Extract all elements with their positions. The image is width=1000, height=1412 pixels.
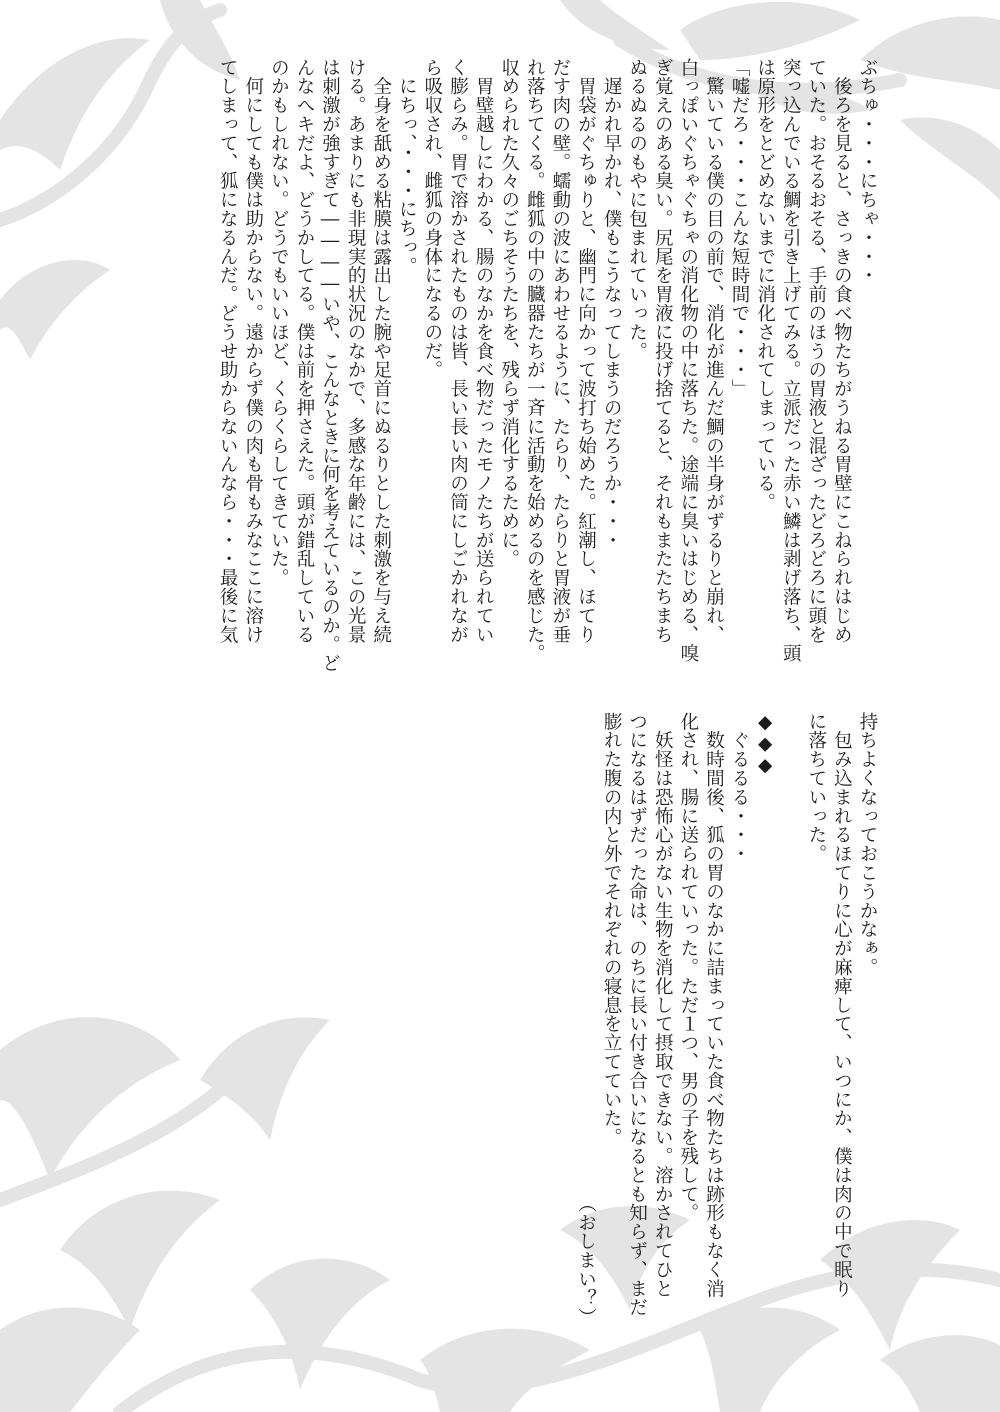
text-line: 数時間後、狐の胃のなかに詰まっていた食べ物たちは跡形もなく消 bbox=[703, 712, 725, 1298]
text-line: 胃袋がぐちゅりと、幽門に向かって波打ち始めた。紅潮し、ほてり bbox=[575, 58, 597, 644]
text-line: ぶちゅ・・・にちゃ・・・ bbox=[857, 58, 878, 285]
text-line: つになるはずだった命は、のちに長い付き合いになるとも知らず、まだ bbox=[626, 712, 648, 1317]
text-line: 膨れた腹の内と外でそれぞれの寝息を立てていた。 bbox=[601, 712, 623, 1147]
text-line: は刺激が強すぎて――――いや、こんなときに何を考えているのか。ど bbox=[319, 58, 341, 673]
text-line: んなへキだよ、どうかしてる。僕は前を押さえた。頭が錯乱している bbox=[293, 58, 315, 644]
text-line: 驚いている僕の目の前で、消化が進んだ鯛の半身がずるりと崩れ、 bbox=[703, 58, 725, 644]
text-line: ◆◆◆ bbox=[754, 712, 776, 777]
text-line: 全身を舐める粘膜は露出した腕や足首にぬるりとした刺激を与え続 bbox=[370, 58, 392, 644]
text-line: 包み込まれるほてりに心が麻痺して、いつにか、僕は肉の中で眠り bbox=[831, 712, 853, 1298]
story-text-lower bbox=[573, 712, 880, 1352]
text-line: ぎ覚えのある臭い。尻尾を胃液に投げ捨てると、それもまたたちまち bbox=[652, 58, 674, 644]
text-line: く膨らみ。胃で溶かされたものは皆、長い長い肉の筒にしごかれなが bbox=[447, 58, 469, 644]
text-line: だす肉の壁。蠕動の波にあわせるように、たらり、たらりと胃液が垂 bbox=[549, 58, 571, 644]
text-line: 化され、腸に送られていった。ただ１つ、男の子を残して。 bbox=[677, 712, 699, 1223]
text-line: 遅かれ早かれ、僕もこうなってしまうのだろうか・・・ bbox=[601, 58, 623, 550]
text-line: 胃壁越しにわかる、腸のなかを食べ物だったモノたちが送られてい bbox=[473, 58, 495, 644]
text-line: てしまって、狐になるんだ。どうせ助からないんなら・・・最後に気 bbox=[217, 58, 239, 644]
text-line: ていた。おそるおそる、手前のほうの胃液と混ざったどろどろに頭を bbox=[805, 58, 827, 644]
text-line: ら吸収され、雌狐の身体になるのだ。 bbox=[421, 58, 443, 380]
text-line: れ落ちてくる。雌狐の中の臓器たちが一斉に活動を始めるのを感じた。 bbox=[524, 58, 546, 663]
story-text-upper bbox=[215, 58, 880, 698]
text-line: ぬるぬるのもやに包まれていった。 bbox=[626, 58, 648, 361]
text-line: 何にしても僕は助からない。遠からず僕の肉も骨もみなここに溶け bbox=[242, 58, 264, 644]
text-line: 妖怪は恐怖心がない生物を消化して摂取できない。溶かされてひと bbox=[652, 712, 674, 1298]
text-line: ける。あまりにも非現実的状況のなかで、多感な年齢には、この光景 bbox=[345, 58, 367, 644]
text-line: 「嘘だろ・・・こんな短時間で・・・」 bbox=[729, 58, 751, 399]
text-line: 後ろを見ると、さっきの食べ物たちがうねる胃壁にこねられはじめ bbox=[831, 58, 853, 644]
text-line: （おしまい？） bbox=[575, 712, 597, 1327]
text-line: のかもしれない。どうでもいいほど、くらくらしてきていた。 bbox=[268, 58, 290, 588]
text-line: にちっ、・・・にちっ。 bbox=[396, 58, 418, 276]
text-line: 持ちよくなっておこうかなぁ。 bbox=[857, 712, 878, 977]
text-line: に落ちていった。 bbox=[805, 712, 827, 864]
text-line: 突っ込んでいる鯛を引き上げてみる。立派だった赤い鱗は剥げ落ち、頭 bbox=[780, 58, 802, 663]
text-line: 白っぽいぐちゃぐちゃの消化物の中に落ちた。途端に臭いはじめる、嗅 bbox=[677, 58, 699, 663]
text-line: ぐるるる・・・ bbox=[729, 712, 751, 864]
text-line: は原形をとどめないまでに消化されてしまっている。 bbox=[754, 58, 776, 512]
text-line bbox=[778, 712, 804, 1352]
text-line: 収められた久々のごちそうたちを、残らず消化するために。 bbox=[498, 58, 520, 569]
